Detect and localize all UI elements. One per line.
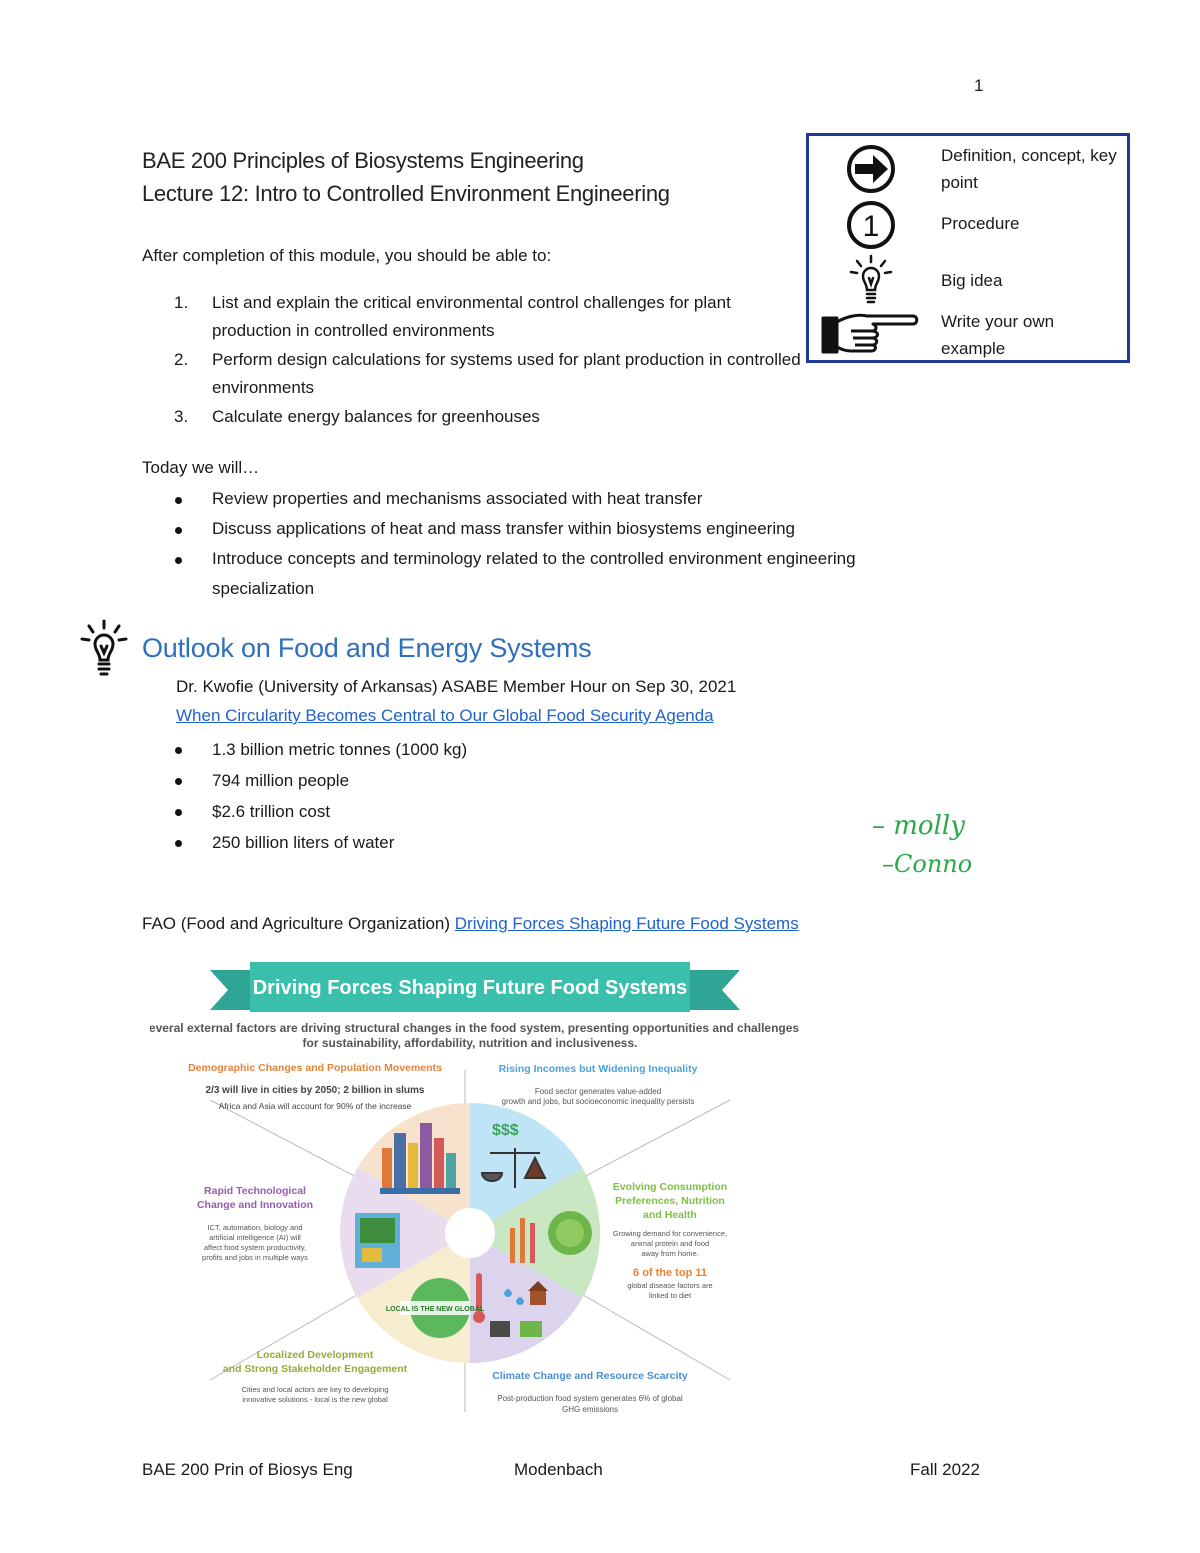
legend-big-idea: Big idea [941,271,1003,290]
list-item: 2. Perform design calculations for systems used for plant production in controlled environments [174,350,801,397]
fao-prefix: FAO (Food and Agriculture Organization) [142,914,451,933]
circularity-link[interactable]: When Circularity Becomes Central to Our Global Food Security Agenda [176,706,714,725]
speaker-line: Dr. Kwofie (University of Arkansas) ASABE Member Hour on Sep 30, 2021 [176,677,737,696]
local-text-2: innovative solutions - local is the new global [242,1395,388,1404]
tech-text-4: profits and jobs in multiple ways [202,1253,308,1262]
lightbulb-icon [849,254,893,313]
handwritten-note [870,800,990,889]
tech-text-1: ICT, automation, biology and [207,1223,303,1232]
pointing-hand-icon [821,312,921,363]
climate-title: Climate Change and Resource Scarcity [492,1370,688,1382]
consumption-stat: 6 of the top 11 [633,1267,707,1279]
demographic-text-2: Africa and Asia will account for 90% of the increase [218,1101,412,1111]
consumption-title-1: Evolving Consumption [612,1181,728,1193]
list-item: Discuss applications of heat and mass transfer within biosystems engineering [142,514,1002,544]
consumption-text-3: away from home. [641,1249,699,1258]
svg-text:– molly: – molly [872,811,965,841]
income-text-1: Food sector generates value-added [534,1087,662,1096]
list-item: $2.6 trillion cost [142,796,742,827]
consumption-text-1: Growing demand for convenience, [612,1229,728,1238]
list-item: Introduce concepts and terminology related to the controlled environment engineering specialization [142,544,1002,604]
list-item: Review properties and mechanisms associated with heat transfer [142,484,1002,514]
page-number: 1 [974,76,984,95]
tech-text-3: affect food system productivity, [203,1243,307,1252]
today-label: Today we will… [142,458,260,477]
local-title-1: Localized Development [256,1349,374,1361]
consumption-text-4: global disease factors are [627,1281,713,1290]
driving-forces-infographic [150,960,800,1420]
outlook-heading: Outlook on Food and Energy Systems [142,633,592,663]
course-title: BAE 200 Principles of Biosystems Engineering [142,148,584,173]
tech-icon [355,1213,400,1268]
fao-line [142,914,799,934]
demographic-text-1: 2/3 will live in cities by 2050; 2 billion in slums [205,1085,425,1096]
tech-text-2: artificial intelligence (AI) will [209,1233,301,1242]
fao-link[interactable]: Driving Forces Shaping Future Food Systems [454,914,799,933]
footer-course: BAE 200 Prin of Biosys Eng [142,1460,353,1479]
banner-title: Driving Forces Shaping Future Food Systems [252,977,688,999]
income-title: Rising Incomes but Widening Inequality [498,1063,698,1075]
demographic-title: Demographic Changes and Population Movements [188,1062,442,1074]
infographic-subtitle-2: for sustainability, affordability, nutrition and inclusiveness. [302,1036,638,1050]
climate-text-1: Post-production food system generates 6% of global [497,1394,683,1403]
tech-title-1: Rapid Technological [204,1185,306,1197]
infographic-subtitle-1: Several external factors are driving structural changes in the food system, presenting opportunities and challenges [150,1021,800,1035]
today-list [142,484,1002,604]
footer-term: Fall 2022 [910,1460,980,1479]
svg-text:–Conno: –Conno [882,850,973,878]
consumption-title-3: and Health [643,1209,697,1221]
lecture-title: Lecture 12: Intro to Controlled Environment Engineering [142,181,670,206]
numbered-circle-icon [843,200,899,255]
big-idea-lightbulb-icon [80,618,128,683]
money-icon: $$$ [492,1122,519,1139]
footer-author: Modenbach [514,1460,603,1479]
svg-text:1: 1 [862,210,880,243]
intro-text: After completion of this module, you should be able to: [142,246,552,265]
objectives-list [142,289,802,432]
legend-write-own: Write your own example [941,312,1055,358]
list-item: 3. Calculate energy balances for greenhouses [174,407,540,426]
consumption-text-5: linked to diet [648,1291,692,1300]
tech-title-2: Change and Innovation [196,1199,314,1211]
facts-list [142,734,742,858]
globe-label: LOCAL IS THE NEW GLOBAL [385,1306,485,1313]
list-item: 1. List and explain the critical environmental control challenges for plant production in controlled environments [174,293,731,340]
list-item: 1.3 billion metric tonnes (1000 kg) [142,734,742,765]
list-item: 250 billion liters of water [142,827,742,858]
consumption-text-2: animal protein and food [630,1239,710,1248]
list-item: 794 million people [142,765,742,796]
consumption-title-2: Preferences, Nutrition [615,1195,725,1207]
income-text-2: growth and jobs, but socioeconomic inequality persists [501,1097,695,1106]
local-title-2: and Strong Stakeholder Engagement [222,1363,408,1375]
climate-text-2: GHG emissions [561,1405,619,1414]
arrow-right-circle-icon [843,144,899,199]
local-text-1: Cities and local actors are key to developing [241,1385,389,1394]
legend-procedure: Procedure [941,214,1020,233]
legend-definition: Definition, concept, key point [941,146,1117,192]
icon-legend [806,133,1130,363]
